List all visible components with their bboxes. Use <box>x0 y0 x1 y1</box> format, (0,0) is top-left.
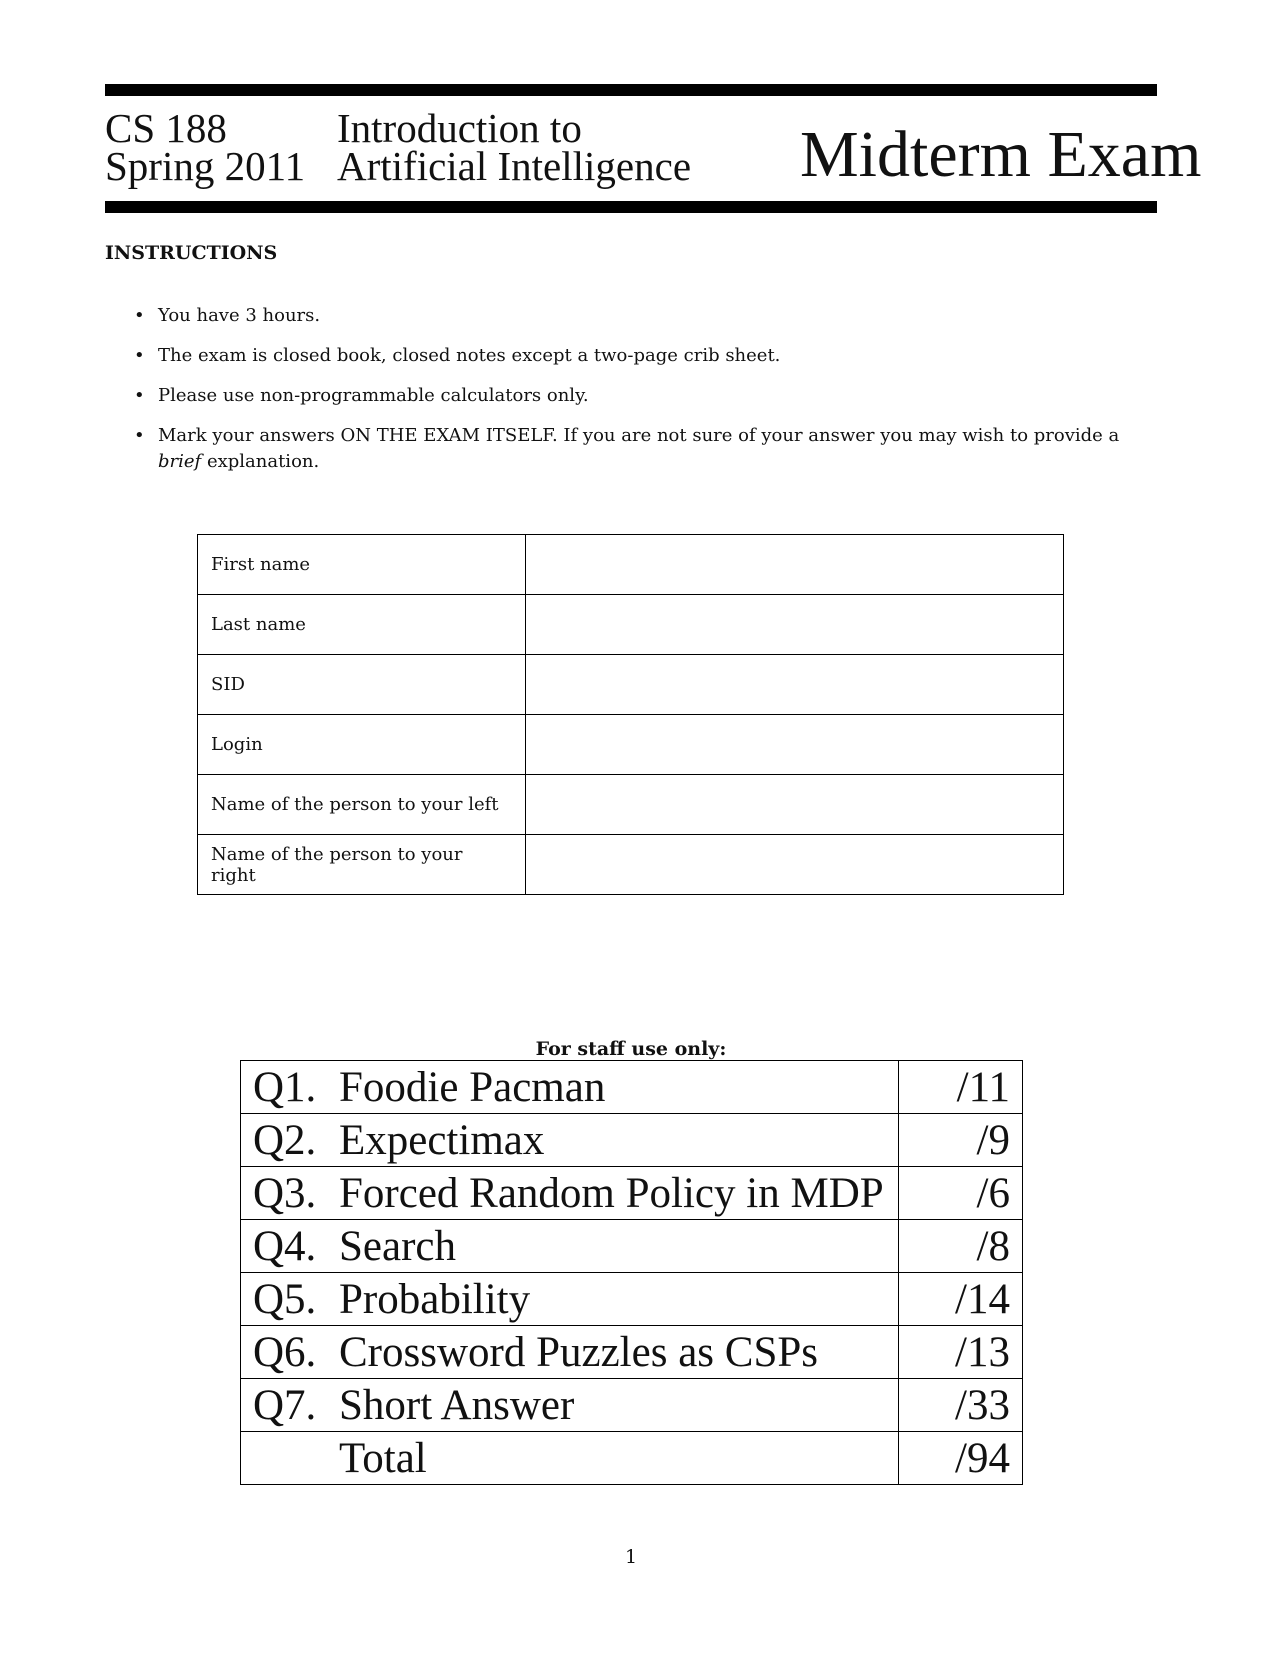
question-title: Foodie Pacman <box>339 1063 606 1111</box>
instructions-list <box>130 303 1160 489</box>
course-title-line2: Artificial Intelligence <box>337 143 692 189</box>
exam-title: Midterm Exam <box>800 118 1202 191</box>
table-row <box>241 1167 1023 1220</box>
sid-label: SID <box>198 655 526 715</box>
student-info-table <box>197 534 1064 895</box>
question-cell <box>241 1273 899 1326</box>
question-points: /14 <box>899 1273 1023 1326</box>
question-title: Probability <box>339 1275 531 1323</box>
question-title: Search <box>339 1222 456 1270</box>
instruction-item: • Please use non-programmable calculators only. <box>130 383 1160 409</box>
question-number: Q2. <box>253 1116 317 1164</box>
total-cell <box>241 1432 899 1485</box>
course-title <box>337 105 692 189</box>
table-row <box>198 775 1064 835</box>
table-row <box>198 835 1064 895</box>
table-row <box>241 1379 1023 1432</box>
question-points: /8 <box>899 1220 1023 1273</box>
staff-use-heading: For staff use only: <box>535 1038 727 1060</box>
course-code: CS 188 <box>105 105 227 151</box>
login-label: Login <box>198 715 526 775</box>
right-neighbor-label: Name of the person to your right <box>198 835 526 895</box>
question-points: /9 <box>899 1114 1023 1167</box>
question-title: Short Answer <box>339 1381 575 1429</box>
table-row <box>241 1326 1023 1379</box>
question-number: Q5. <box>253 1275 317 1323</box>
question-cell <box>241 1167 899 1220</box>
left-neighbor-field[interactable] <box>526 775 1064 835</box>
question-number: Q6. <box>253 1328 317 1376</box>
header-top-rule <box>105 84 1157 96</box>
table-row <box>198 715 1064 775</box>
question-number: Q4. <box>253 1222 317 1270</box>
course-info <box>105 105 306 189</box>
table-row <box>198 535 1064 595</box>
table-row <box>241 1273 1023 1326</box>
last-name-field[interactable] <box>526 595 1064 655</box>
total-points: /94 <box>899 1432 1023 1485</box>
course-title-line1: Introduction to <box>337 105 582 151</box>
instructions-heading: INSTRUCTIONS <box>105 242 278 264</box>
instruction-item <box>130 423 1160 475</box>
question-cell <box>241 1326 899 1379</box>
question-points: /11 <box>899 1061 1023 1114</box>
question-title: Crossword Puzzles as CSPs <box>339 1328 819 1376</box>
instruction-item: • You have 3 hours. <box>130 303 1160 329</box>
score-table <box>240 1060 1023 1485</box>
left-neighbor-label: Name of the person to your left <box>198 775 526 835</box>
table-row <box>241 1220 1023 1273</box>
first-name-field[interactable] <box>526 535 1064 595</box>
question-number: Q1. <box>253 1063 317 1111</box>
question-cell <box>241 1220 899 1273</box>
instruction-emphasis: brief <box>158 451 202 472</box>
header-bottom-rule <box>105 201 1157 213</box>
table-row <box>198 655 1064 715</box>
instruction-item: • The exam is closed book, closed notes except a two-page crib sheet. <box>130 343 1160 369</box>
last-name-label: Last name <box>198 595 526 655</box>
question-title: Expectimax <box>339 1116 545 1164</box>
question-cell <box>241 1061 899 1114</box>
table-row <box>241 1061 1023 1114</box>
question-cell <box>241 1379 899 1432</box>
instruction-tail: explanation. <box>206 451 320 472</box>
total-row <box>241 1432 1023 1485</box>
table-row <box>241 1114 1023 1167</box>
sid-field[interactable] <box>526 655 1064 715</box>
question-points: /6 <box>899 1167 1023 1220</box>
question-points: /13 <box>899 1326 1023 1379</box>
right-neighbor-field[interactable] <box>526 835 1064 895</box>
total-label: Total <box>339 1434 427 1482</box>
first-name-label: First name <box>198 535 526 595</box>
table-row <box>198 595 1064 655</box>
question-cell <box>241 1114 899 1167</box>
question-title: Forced Random Policy in MDP <box>339 1169 884 1217</box>
question-number: Q3. <box>253 1169 317 1217</box>
course-term: Spring 2011 <box>105 143 306 189</box>
question-points: /33 <box>899 1379 1023 1432</box>
page-number: 1 <box>624 1546 638 1568</box>
login-field[interactable] <box>526 715 1064 775</box>
instruction-text: Mark your answers ON THE EXAM ITSELF. If you are not sure of your answer you may wish to provide a <box>158 425 1120 446</box>
question-number: Q7. <box>253 1381 317 1429</box>
